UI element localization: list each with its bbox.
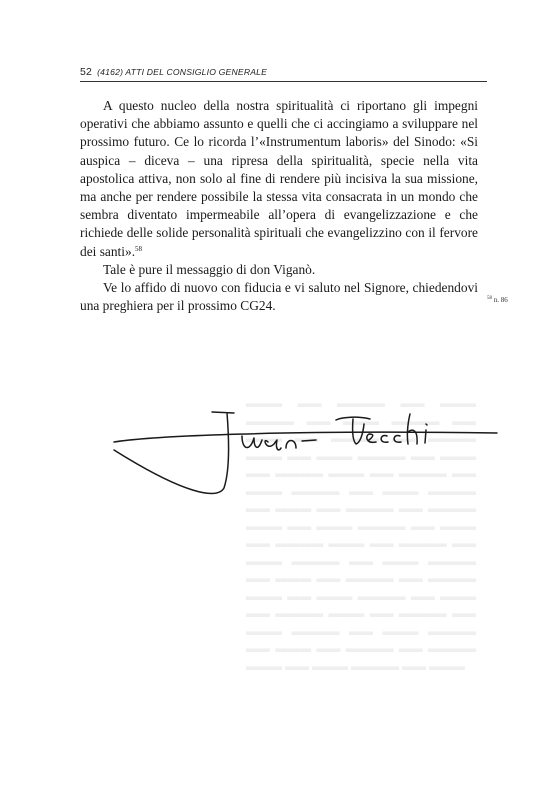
- signature-j-stroke: [114, 412, 234, 493]
- bleed-through-texture: ▬▬▬ ▬▬ ▬▬▬▬ ▬▬ ▬▬▬ ▬▬▬▬ ▬▬ ▬▬▬ ▬▬▬▬ ▬▬ ▬▬▬ ▬▬ ▬▬▬▬ ▬▬ ▬▬▬▬ ▬▬▬ ▬▬ ▬▬▬ ▬▬▬▬ ▬▬ ▬▬▬ ▬▬ ▬▬▬▬ ▬▬▬ ▬▬ ▬▬▬▬ ▬▬ ▬▬▬ ▬▬▬▬ ▬▬ ▬▬▬ ▬▬▬▬ ▬▬ ▬▬▬ ▬▬ ▬▬▬▬ ▬▬ ▬▬▬▬ ▬▬▬ ▬▬ ▬▬▬ ▬▬▬▬ ▬▬ ▬▬▬ ▬▬ ▬▬▬▬ ▬▬▬ ▬▬ ▬▬▬▬ ▬▬ ▬▬▬ ▬▬▬▬ ▬▬ ▬▬▬ ▬▬▬▬ ▬▬ ▬▬▬ ▬▬ ▬▬▬▬ ▬▬ ▬▬▬▬ ▬▬▬ ▬▬ ▬▬▬ ▬▬▬▬ ▬▬ ▬▬▬ ▬▬ ▬▬▬▬ ▬▬▬ ▬▬ ▬▬▬▬ ▬▬ ▬▬▬ ▬▬▬▬ ▬▬ ▬▬▬ ▬▬▬▬ ▬▬ ▬▬▬ ▬▬ ▬▬▬▬ ▬▬ ▬▬▬▬ ▬▬▬ ▬▬ ▬▬▬ ▬▬▬▬ ▬▬ ▬▬▬: [246, 396, 476, 673]
- margin-note: [487, 296, 508, 304]
- paragraph-text: A questo nucleo della nostra spiritualità ci riportano gli impegni operativi che abbiamo assunto e quelli che ci accingiamo a sviluppare nel prossimo futuro. Ce lo ricorda l’«Instrumentum laboris» del Sinodo: «Si auspica – diceva – una ripresa della spiritualità, specie nella vita apostolica attiva, non solo al fine di rendere più incisiva la sua missione, ma anche per rendere possibile la stessa vita consacrata in un mondo che sembra diventato impermeabile all’opera di evangelizzazione e che richiede delle solide personalità spirituali che evangelizzino con il fervore dei santi».: [80, 98, 478, 259]
- running-header: [80, 66, 487, 82]
- body-text: [80, 97, 478, 315]
- signature: [112, 408, 512, 508]
- paragraph: Ve lo affido di nuovo con fiducia e vi saluto nel Signore, chiedendovi una preghiera per il prossimo CG24.: [80, 280, 478, 314]
- paragraph: Tale è pure il messaggio di don Viganò.: [103, 261, 316, 277]
- page-number: 52: [80, 66, 93, 78]
- footnote-ref: 58: [135, 244, 143, 253]
- signature-vecchi-stroke: [336, 414, 427, 444]
- margin-note-text: n. 86: [493, 296, 508, 304]
- running-title: (4162) ATTI DEL CONSIGLIO GENERALE: [97, 67, 268, 77]
- signature-uan-stroke: [242, 436, 316, 450]
- header-rule: [80, 81, 487, 82]
- margin-note-ref: 58: [487, 296, 492, 301]
- paragraph: [80, 97, 478, 261]
